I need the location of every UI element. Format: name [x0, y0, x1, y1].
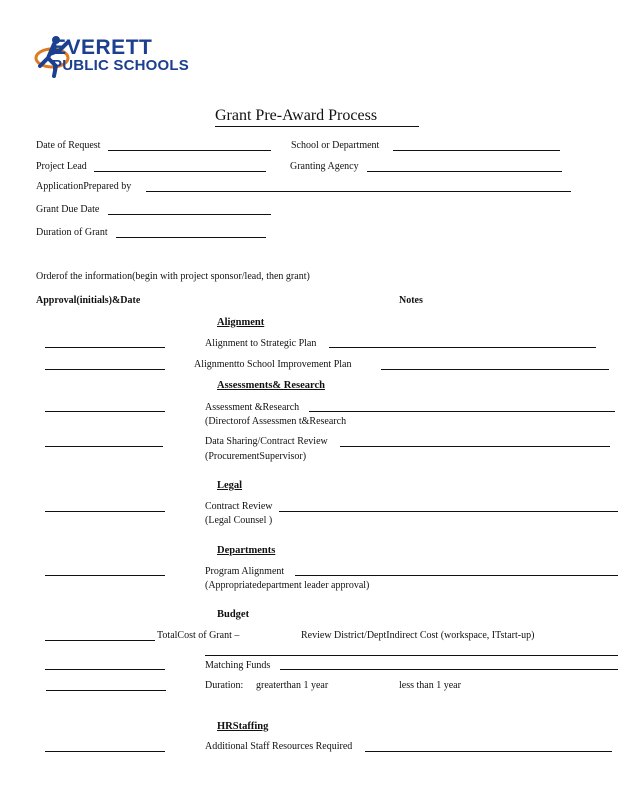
approval-field-staff-resources[interactable]: [45, 751, 165, 752]
additional-staff-notes-field[interactable]: [365, 751, 612, 752]
page-title: Grant Pre-Award Process: [215, 107, 378, 124]
duration-label: Duration:: [205, 680, 244, 691]
strategic-plan-label: Alignment to Strategic Plan: [205, 338, 317, 349]
grant-due-date-field[interactable]: [108, 214, 271, 215]
assessment-research-notes-field[interactable]: [309, 411, 615, 412]
assessments-heading: Assessments& Research: [217, 380, 325, 391]
hr-staffing-heading: HRStaffing: [217, 721, 269, 732]
school-improvement-notes-field[interactable]: [381, 369, 609, 370]
less-than-option[interactable]: less than 1 year: [399, 680, 461, 691]
review-indirect-cost-label: Review District/DeptIndirect Cost (workspace, ITstart-up): [301, 630, 535, 641]
grant-due-date-label: Grant Due Date: [36, 204, 100, 215]
data-sharing-notes-field[interactable]: [340, 446, 610, 447]
data-sharing-label: Data Sharing/Contract Review: [205, 436, 328, 447]
alignment-heading: Alignment: [217, 317, 265, 328]
approval-field-duration[interactable]: [46, 690, 166, 691]
school-or-department-label: School or Department: [291, 140, 380, 151]
date-of-request-field[interactable]: [108, 150, 271, 151]
approval-column-header: Approval(initials)&Date: [36, 295, 141, 306]
granting-agency-label: Granting Agency: [290, 161, 359, 172]
total-cost-label: TotalCost of Grant –: [157, 630, 240, 641]
contract-review-notes-field[interactable]: [279, 511, 618, 512]
logo-line2: PUBLIC SCHOOLS: [52, 57, 189, 74]
contract-review-label: Contract Review: [205, 501, 273, 512]
approval-field-program-alignment[interactable]: [45, 575, 165, 576]
greater-than-option[interactable]: greaterthan 1 year: [256, 680, 329, 691]
duration-of-grant-field[interactable]: [116, 237, 266, 238]
assessment-research-sub: (Directorof Assessmen t&Research: [205, 416, 347, 427]
approval-field-school-improvement[interactable]: [45, 369, 165, 370]
project-lead-field[interactable]: [94, 171, 266, 172]
date-of-request-label: Date of Request: [36, 140, 101, 151]
project-lead-label: Project Lead: [36, 161, 87, 172]
school-improvement-plan-label: Alignmentto School Improvement Plan: [194, 359, 352, 370]
application-prepared-by-field[interactable]: [146, 191, 571, 192]
school-or-department-field[interactable]: [393, 150, 560, 151]
budget-heading: Budget: [217, 609, 250, 620]
order-note: Orderof the information(begin with project sponsor/lead, then grant): [36, 271, 310, 282]
program-alignment-sub: (Appropriatedepartment leader approval): [205, 580, 370, 591]
notes-column-header: Notes: [399, 295, 423, 306]
assessment-research-label: Assessment &Research: [205, 402, 300, 413]
approval-field-total-cost[interactable]: [45, 640, 155, 641]
program-alignment-notes-field[interactable]: [295, 575, 618, 576]
duration-of-grant-label: Duration of Grant: [36, 227, 108, 238]
application-prepared-by-label: ApplicationPrepared by: [36, 181, 132, 192]
approval-field-strategic-plan[interactable]: [45, 347, 165, 348]
contract-review-sub: (Legal Counsel ): [205, 515, 273, 526]
approval-field-data-sharing[interactable]: [45, 446, 163, 447]
granting-agency-field[interactable]: [367, 171, 562, 172]
data-sharing-sub: (ProcurementSupervisor): [205, 451, 307, 462]
title-underline: [215, 126, 419, 127]
additional-staff-label: Additional Staff Resources Required: [205, 741, 353, 752]
approval-field-contract-review[interactable]: [45, 511, 165, 512]
strategic-plan-notes-field[interactable]: [329, 347, 596, 348]
program-alignment-label: Program Alignment: [205, 566, 285, 577]
approval-field-matching-funds[interactable]: [45, 669, 165, 670]
departments-heading: Departments: [217, 545, 276, 556]
logo-line1: EVERETT: [52, 36, 153, 59]
matching-funds-notes-field[interactable]: [280, 669, 618, 670]
approval-field-assessment[interactable]: [45, 411, 165, 412]
matching-funds-label: Matching Funds: [205, 660, 271, 671]
budget-notes-line[interactable]: [205, 655, 618, 656]
legal-heading: Legal: [217, 480, 243, 491]
